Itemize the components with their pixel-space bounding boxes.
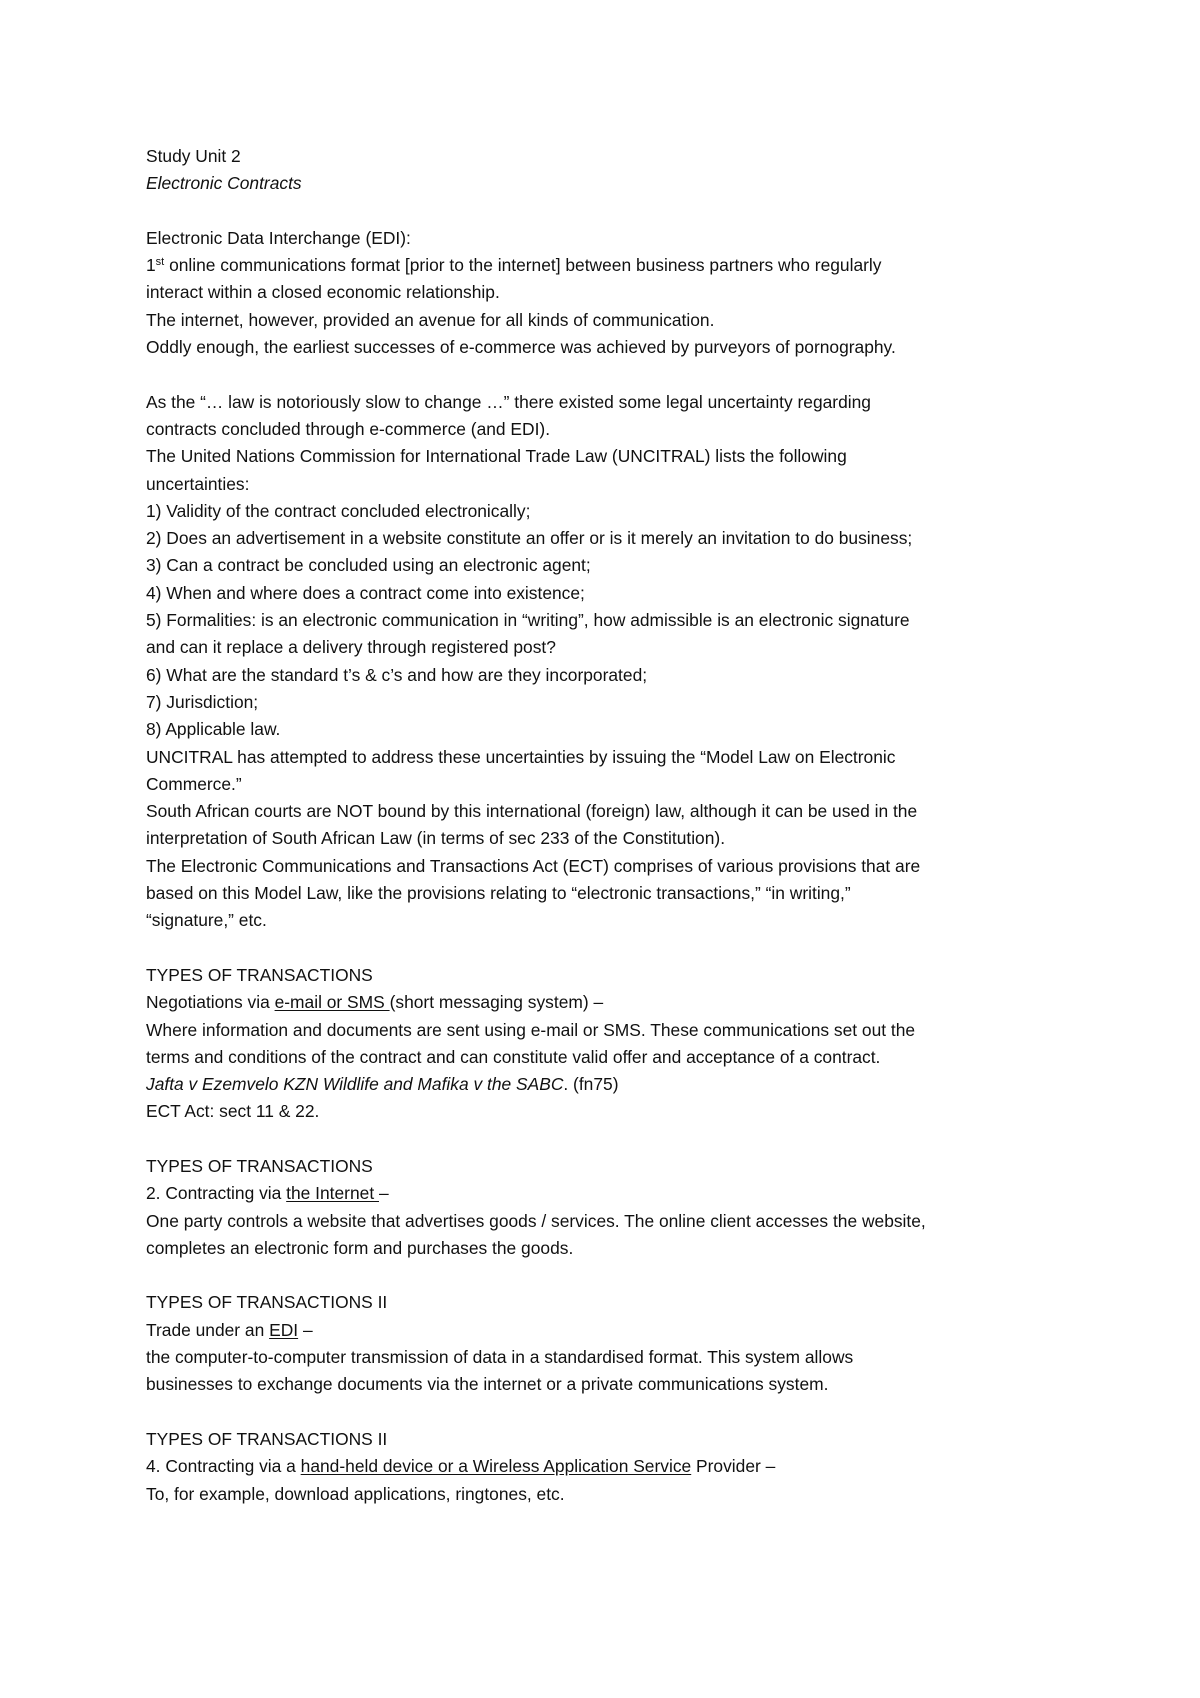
document-subtitle: Electronic Contracts [146, 173, 302, 194]
spacer [146, 361, 1086, 388]
section-4-line-1 [146, 1453, 1086, 1480]
spacer [146, 198, 1086, 225]
wireless-device-link[interactable]: hand-held device or a Wireless Application Service [300, 1456, 692, 1477]
case-name: Jafta v Ezemvelo KZN Wildlife and Mafika v the SABC [146, 1074, 564, 1095]
section-1-heading: TYPES OF TRANSACTIONS [146, 964, 373, 985]
internet-link[interactable]: the Internet [286, 1183, 379, 1204]
spacer [146, 1126, 1086, 1153]
uncertainty-line: As the “… law is notoriously slow to change …” there existed some legal uncertainty regarding [146, 391, 871, 412]
uncertainty-list-item: 7) Jurisdiction; [146, 691, 259, 712]
section-1-text: Negotiations via [146, 992, 275, 1013]
section-3-text: – [298, 1319, 313, 1340]
email-sms-link[interactable]: e-mail or SMS [274, 992, 390, 1013]
section-2-line-3: completes an electronic form and purchases the goods. [146, 1237, 574, 1258]
section-2-text: 2. Contracting via [146, 1183, 287, 1204]
edi-line-1-text: online communications format [prior to the internet] between business partners who regularly [164, 255, 882, 276]
uncertainty-line: “signature,” etc. [146, 910, 267, 931]
uncertainty-line: South African courts are NOT bound by this international (foreign) law, although it can be used in the [146, 801, 918, 822]
edi-link[interactable]: EDI [269, 1319, 299, 1340]
section-3-line-1 [146, 1317, 1086, 1344]
uncertainty-list-item: 4) When and where does a contract come into existence; [146, 582, 585, 603]
section-1-case-citation [146, 1071, 1086, 1098]
document-title: Study Unit 2 [146, 146, 241, 166]
uncertainty-line: interpretation of South African Law (in terms of sec 233 of the Constitution). [146, 828, 726, 849]
uncertainty-list-item: and can it replace a delivery through registered post? [146, 637, 556, 658]
section-4-line-2: To, for example, download applications, ringtones, etc. [146, 1483, 565, 1504]
uncertainty-line: Commerce.” [146, 773, 242, 794]
edi-ordinal: 1 [146, 255, 156, 276]
section-4-text: Provider – [691, 1456, 776, 1477]
uncertainty-list-item: 8) Applicable law. [146, 719, 281, 740]
uncertainty-line: UNCITRAL has attempted to address these uncertainties by issuing the “Model Law on Electronic [146, 746, 896, 767]
section-3-line-3: businesses to exchange documents via the internet or a private communications system. [146, 1374, 829, 1395]
section-2-heading: TYPES OF TRANSACTIONS [146, 1155, 373, 1176]
case-footnote: . (fn75) [563, 1074, 619, 1095]
section-2-line-2: One party controls a website that advertises goods / services. The online client accesses the website, [146, 1210, 926, 1231]
edi-line-2: interact within a closed economic relationship. [146, 282, 500, 303]
section-2-line-1 [146, 1180, 1086, 1207]
edi-ordinal-suffix: st [155, 256, 165, 269]
uncertainty-line: contracts concluded through e-commerce (and EDI). [146, 418, 551, 439]
uncertainty-line: uncertainties: [146, 473, 250, 494]
section-1-line-1 [146, 989, 1086, 1016]
section-3-text: Trade under an [146, 1319, 270, 1340]
edi-line-1 [146, 252, 1086, 279]
section-4-text: 4. Contracting via a [146, 1456, 301, 1477]
uncertainty-line: The Electronic Communications and Transactions Act (ECT) comprises of various provisions that are [146, 855, 921, 876]
section-3-line-2: the computer-to-computer transmission of data in a standardised format. This system allows [146, 1347, 854, 1368]
edi-line-4: Oddly enough, the earliest successes of e-commerce was achieved by purveyors of pornography. [146, 337, 896, 358]
section-3-heading: TYPES OF TRANSACTIONS II [146, 1292, 388, 1313]
uncertainty-list-item: 2) Does an advertisement in a website constitute an offer or is it merely an invitation to do business; [146, 528, 913, 549]
document-page [146, 143, 1086, 1508]
uncertainty-list-item: 3) Can a contract be concluded using an electronic agent; [146, 555, 591, 576]
spacer [146, 1262, 1086, 1289]
uncertainty-list-item: 5) Formalities: is an electronic communication in “writing”, how admissible is an electronic signature [146, 610, 910, 631]
section-1-line-2: Where information and documents are sent using e-mail or SMS. These communications set out the [146, 1019, 916, 1040]
uncertainty-list-item: 6) What are the standard t’s & c’s and how are they incorporated; [146, 664, 648, 685]
section-2-text: – [378, 1183, 389, 1204]
section-1-line-3: terms and conditions of the contract and can constitute valid offer and acceptance of a contract. [146, 1046, 881, 1067]
uncertainty-line: based on this Model Law, like the provisions relating to “electronic transactions,” “in writing,” [146, 883, 851, 904]
uncertainty-line: The United Nations Commission for International Trade Law (UNCITRAL) lists the following [146, 446, 847, 467]
section-4-heading: TYPES OF TRANSACTIONS II [146, 1428, 388, 1449]
section-1-text: (short messaging system) – [389, 992, 604, 1013]
edi-heading: Electronic Data Interchange (EDI): [146, 227, 411, 248]
uncertainty-list-item: 1) Validity of the contract concluded electronically; [146, 500, 531, 521]
spacer [146, 1399, 1086, 1426]
section-1-line-5: ECT Act: sect 11 & 22. [146, 1101, 320, 1122]
spacer [146, 935, 1086, 962]
edi-line-3: The internet, however, provided an avenue for all kinds of communication. [146, 309, 715, 330]
